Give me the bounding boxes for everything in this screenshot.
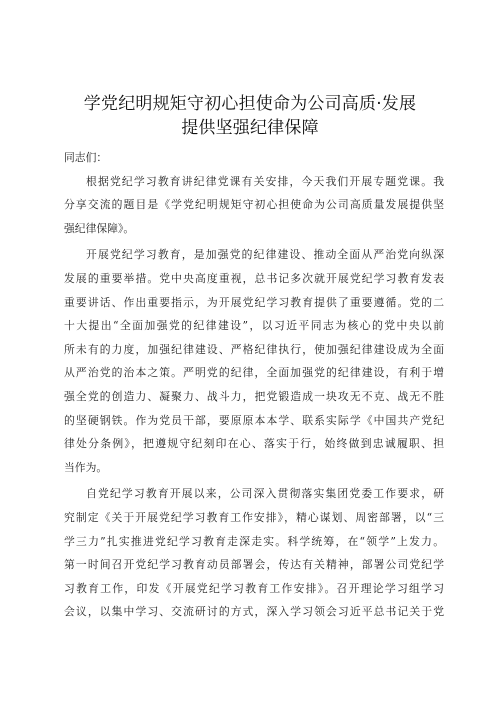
text-line: 开展党纪学习教育，是加强党的纪律建设、推动全面从严治党向纵深 [86, 248, 444, 262]
text-line: 所未有的力度，加强纪律建设、严格纪律执行，使加强纪律建设成为全面 [64, 342, 444, 356]
text-line: 的坚硬钢铁。作为党员干部，要原原本本学、联系实际学《中国共产党纪 [64, 413, 444, 427]
text-line: 自党纪学习教育开展以来，公司深入贯彻落实集团党委工作要求，研 [86, 487, 444, 501]
text-line: 十大提出“全面加强党的纪律建设”，以习近平同志为核心的党中央以前 [64, 319, 444, 333]
document-body [64, 146, 444, 627]
text-line: 根据党纪学习教育讲纪律党课有关安排，今天我们开展专题党课。我 [86, 174, 444, 188]
document-title-line-2: 提供坚强纪律保障 [181, 118, 319, 138]
text-line: 强全党的创造力、凝聚力、战斗力，把党锻造成一块攻无不克、战无不胜 [64, 389, 444, 403]
paragraph-3 [64, 482, 444, 624]
text-line: 当作为。 [64, 460, 108, 474]
text-line: 从严治党的治本之策。严明党的纪律，全面加强党的纪律建设，有利于增 [64, 366, 444, 380]
text-line: 发展的重要举措。党中央高度重视，总书记多次就开展党纪学习教育发表 [64, 271, 444, 285]
paragraph-1 [64, 170, 444, 241]
text-line: 重要讲话、作出重要指示，为开展党纪学习教育提供了重要遵循。党的二 [64, 295, 444, 309]
text-line: 习教育工作，印发《开展党纪学习教育工作安排》。召开理论学习组学习 [64, 581, 444, 595]
text-line: 究制定《关于开展党纪学习教育工作安排》，精心谋划、周密部署，以“三 [64, 510, 444, 524]
document-title-line-1: 学党纪明规矩守初心担使命为公司高质·发展 [83, 94, 417, 114]
text-line: 律处分条例》，把遵规守纪刻印在心、落实于行，始终做到忠诚履职、担 [64, 437, 444, 451]
text-line: 会议，以集中学习、交流研讨的方式，深入学习领会习近平总书记关于党 [64, 605, 444, 619]
text-line: 第一时间召开党纪学习教育动员部署会，传达有关精神，部署公司党纪学 [64, 558, 444, 572]
paragraph-2 [64, 243, 444, 479]
greeting: 同志们： [64, 151, 108, 164]
text-line: 学三力”扎实推进党纪学习教育走深走实。科学统筹，在“领学”上发力。 [64, 534, 444, 548]
text-line: 分享交流的题目是《学党纪明规矩守初心担使命为公司高质量发展提供坚 [64, 198, 444, 212]
text-line: 强纪律保障》。 [64, 221, 135, 235]
